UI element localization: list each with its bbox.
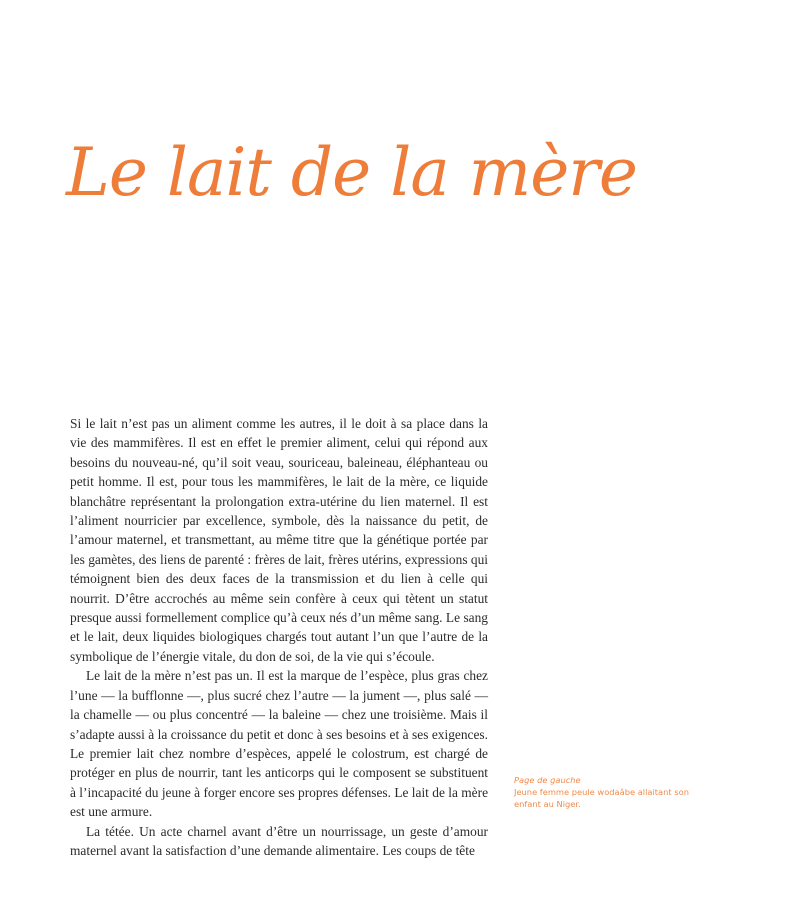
caption-text: Jeune femme peule wodaâbe allaitant son enfant au Niger.: [514, 787, 689, 809]
paragraph: Le lait de la mère n’est pas un. Il est la marque de l’espèce, plus gras chez l’une — la bufflonne —, plus sucré chez l’autre — la jument —, plus salé — la chamelle — ou plus concentré — la baleine — chez une troisième. Mais il s’adapte aussi à la croissance du petit et donc à ses besoins et à ses exigences. Le premier lait chez nombre d’espèces, appelé le colostrum, est chargé de protéger en plus de nourrir, tant les anticorps qui le composent se substituent à l’incapacité du jeune à forger encore ses propres défenses. Le lait de la mère est une armure.: [70, 668, 489, 820]
paragraph: La tétée. Un acte charnel avant d’être un nourrissage, un geste d’amour maternel avant la satisfaction d’une demande alimentaire. Les coups de tête: [70, 823, 488, 858]
caption-label: Page de gauche: [514, 775, 581, 785]
photo-caption: [514, 774, 704, 810]
chapter-title: Le lait de la mère: [66, 134, 637, 211]
paragraph: Si le lait n’est pas un aliment comme les autres, il le doit à sa place dans la vie des mammifères. Il est en effet le premier aliment, celui qui répond aux besoins du nouveau-né, qu’il soit veau, souriceau, baleineau, éléphanteau ou petit homme. Il est, pour tous les mammifères, le lait de la mère, ce liquide blanchâtre représentant la prolongation extra-utérine du lien maternel. Il est l’aliment nourricier par excellence, symbole, dès la naissance du petit, de l’amour maternel, et transmettant, au même titre que la génétique portée par les gamètes, des liens de parenté : frères de lait, frères utérins, expressions qui témoignent bien des deux faces de la transmission et du lien à celle qui nourrit. D’être accrochés au même sein confère à ceux qui tètent un statut presque aussi formellement complice qu’à ceux nés d’un même sang. Le sang et le lait, deux liquides biologiques chargés tout autant l’un que l’autre de la symbolique de l’énergie vitale, du don de soi, de la vie qui s’écoule.: [70, 416, 488, 664]
body-text: [70, 414, 488, 860]
